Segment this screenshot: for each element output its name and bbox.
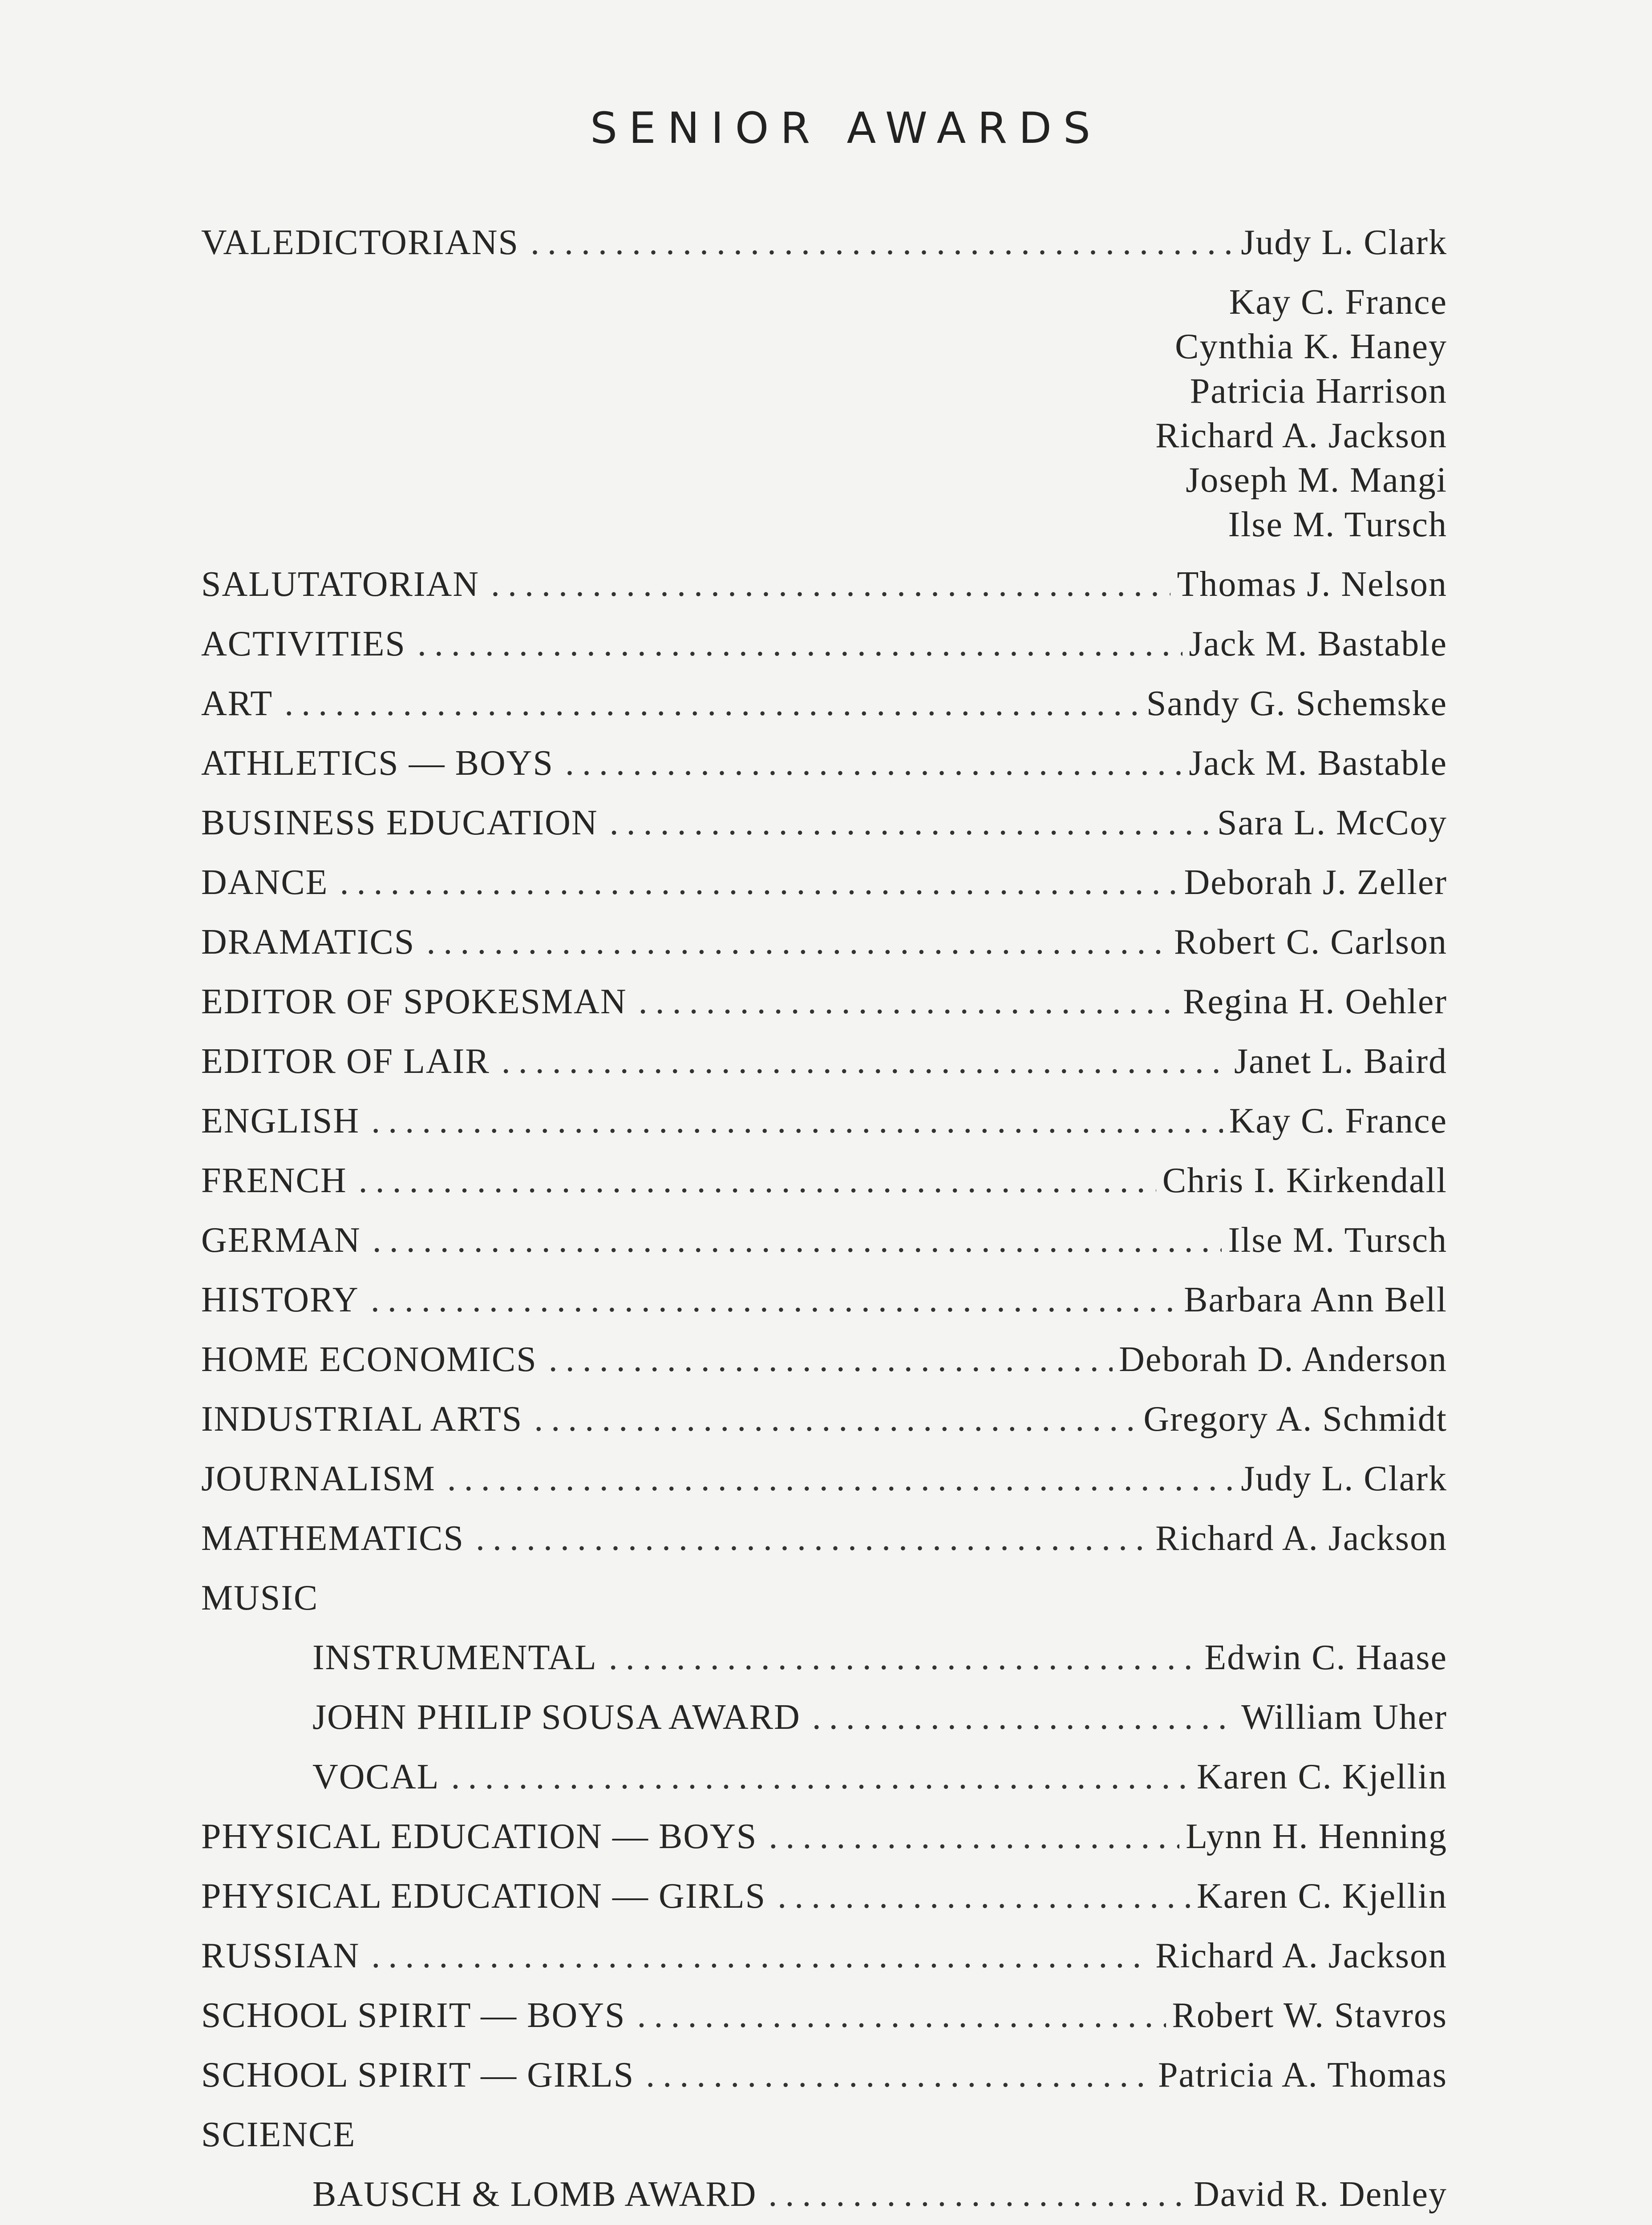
award-title: DRAMATICS [201,922,415,962]
recipient-name: Thomas J. Nelson [1177,565,1447,604]
recipient-name: Robert W. Stavros [1172,1996,1447,2035]
sub-award-row [201,1638,1447,1697]
award-title: DANCE [201,863,328,902]
recipient-name: Kay C. France [1229,283,1447,322]
award-title: SALUTATORIAN [201,565,480,604]
recipient-name: Robert C. Carlson [1174,922,1447,962]
award-title: ATHLETICS — BOYS [201,744,554,783]
award-title: BUSINESS EDUCATION [201,803,598,842]
award-row [201,1816,1447,1876]
award-row [201,803,1447,862]
award-title: HOME ECONOMICS [201,1340,537,1379]
dot-leader [530,222,1235,263]
dot-leader [502,1041,1228,1082]
additional-recipient-row [201,505,1447,549]
award-title: ART [201,684,273,723]
dot-leader [371,1101,1223,1141]
award-title: INSTRUMENTAL [312,1638,597,1677]
recipient-name: Richard A. Jackson [1155,1519,1447,1558]
sub-award-row [201,2174,1447,2225]
dot-leader [371,1936,1149,1976]
award-row [201,222,1447,282]
recipient-name: Ilse M. Tursch [1228,505,1447,544]
dot-leader [565,743,1182,784]
recipient-name: Karen C. Kjellin [1197,1757,1447,1796]
award-title: SCHOOL SPIRIT — GIRLS [201,2055,635,2095]
recipient-name: Joseph M. Mangi [1186,461,1447,500]
award-title: MUSIC [201,1578,319,1618]
dot-leader [451,1757,1190,1797]
dot-leader [549,1339,1113,1380]
award-title: EDITOR OF LAIR [201,1042,490,1081]
award-title: JOURNALISM [201,1459,436,1498]
dot-leader [639,982,1177,1022]
recipient-name: Sandy G. Schemske [1146,684,1447,723]
recipient-name: Richard A. Jackson [1155,1936,1447,1975]
award-row [201,1459,1447,1518]
award-row [201,1936,1447,1995]
dot-leader [447,1459,1235,1499]
award-row [201,1995,1447,2055]
recipient-name: Regina H. Oehler [1182,982,1447,1021]
award-row [201,743,1447,803]
dot-leader [417,624,1182,664]
awards-list [201,222,1447,2225]
award-title: VOCAL [312,1757,440,1796]
dot-leader [768,2174,1187,2215]
award-title: RUSSIAN [201,1936,360,1975]
recipient-name: Jack M. Bastable [1189,744,1447,783]
award-row [201,1578,1447,1638]
recipient-name: Jack M. Bastable [1189,624,1447,663]
dot-leader [637,1995,1166,2036]
award-row [201,1339,1447,1399]
additional-recipient-row [201,327,1447,371]
award-row [201,684,1447,743]
award-title: FRENCH [201,1161,347,1200]
additional-recipient-row [201,282,1447,327]
dot-leader [610,803,1211,843]
award-title: VALEDICTORIANS [201,223,519,262]
dot-leader [340,862,1178,903]
recipient-name: Judy L. Clark [1241,1459,1447,1498]
recipient-name: Lynn H. Henning [1186,1817,1447,1856]
dot-leader [476,1518,1149,1559]
award-row [201,1876,1447,1936]
award-row [201,1041,1447,1101]
recipient-name: Deborah J. Zeller [1184,863,1447,902]
award-title: ENGLISH [201,1101,360,1141]
dot-leader [284,684,1140,724]
award-title: JOHN PHILIP SOUSA AWARD [312,1698,801,1737]
dot-leader [812,1697,1235,1738]
recipient-name: Judy L. Clark [1241,223,1447,262]
dot-leader [359,1161,1156,1201]
recipient-name: Richard A. Jackson [1155,416,1447,455]
award-row [201,564,1447,624]
recipient-name: Chris I. Kirkendall [1162,1161,1447,1200]
dot-leader [371,1280,1178,1320]
award-title: EDITOR OF SPOKESMAN [201,982,627,1021]
award-row [201,982,1447,1041]
sub-award-row [201,1697,1447,1757]
recipient-name: Kay C. France [1229,1101,1447,1141]
recipient-name: Cynthia K. Haney [1175,327,1447,366]
award-row [201,922,1447,982]
recipient-name: Ilse M. Tursch [1228,1221,1447,1260]
award-title: PHYSICAL EDUCATION — GIRLS [201,1877,766,1916]
award-title: GERMAN [201,1221,361,1260]
award-title: BAUSCH & LOMB AWARD [312,2175,757,2214]
dot-leader [609,1638,1199,1678]
dot-leader [373,1220,1222,1261]
sub-award-row [201,1757,1447,1816]
additional-recipient-row [201,460,1447,505]
page-title: SENIOR AWARDS [590,103,1102,153]
recipient-name: Patricia A. Thomas [1158,2055,1447,2095]
additional-recipient-row [201,371,1447,416]
dot-leader [534,1399,1137,1440]
recipient-name: David R. Denley [1194,2175,1447,2214]
award-title: ACTIVITIES [201,624,406,663]
award-title: HISTORY [201,1280,359,1319]
award-title: SCHOOL SPIRIT — BOYS [201,1996,626,2035]
award-row [201,1220,1447,1280]
award-row [201,2055,1447,2115]
dot-leader [769,1816,1179,1857]
recipient-name: Barbara Ann Bell [1184,1280,1447,1319]
dot-leader [646,2055,1152,2096]
recipient-name: William Uher [1241,1698,1447,1737]
recipient-name: Edwin C. Haase [1204,1638,1447,1677]
award-row [201,1161,1447,1220]
award-row [201,1518,1447,1578]
award-row [201,862,1447,922]
recipient-name: Janet L. Baird [1234,1042,1447,1081]
dot-leader [491,564,1170,605]
additional-recipient-row [201,416,1447,460]
award-title: SCIENCE [201,2115,356,2154]
award-title: PHYSICAL EDUCATION — BOYS [201,1817,757,1856]
recipient-name: Deborah D. Anderson [1119,1340,1447,1379]
award-row [201,1101,1447,1161]
recipient-name: Patricia Harrison [1190,372,1447,411]
recipient-name: Sara L. McCoy [1217,803,1447,842]
dot-leader [426,922,1168,963]
recipient-name: Gregory A. Schmidt [1143,1400,1447,1439]
award-row [201,1280,1447,1339]
award-title: INDUSTRIAL ARTS [201,1400,523,1439]
award-title: MATHEMATICS [201,1519,464,1558]
award-row [201,624,1447,684]
award-row [201,2115,1447,2174]
award-row [201,1399,1447,1459]
recipient-name: Karen C. Kjellin [1197,1877,1447,1916]
dot-leader [777,1876,1190,1917]
